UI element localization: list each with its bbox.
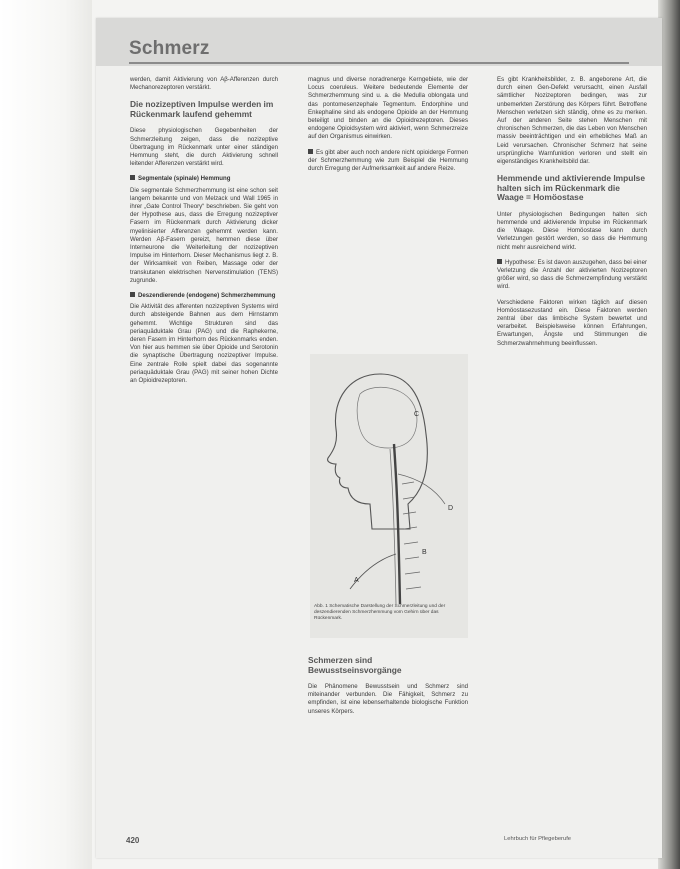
bullet-square-icon [130, 175, 135, 180]
figure-caption: Abb. 1 Schematische Darstellung der Schmerzleitung und der deszendierenden Schmerzhemmung vom Gehirn über das Rückenmark. [314, 604, 446, 621]
page-number: 420 [126, 836, 140, 845]
paragraph: Diese physiologischen Gegebenheiten der Schmerzleitung zeigen, dass die nozizeptive Übertragung im Rückenmark unter einer ständigen Hemmung steht, die durch Aktivierung schnell leitender Afferenzen verstärkt wird. [130, 127, 278, 168]
paragraph-text: Hypothese: Es ist davon auszugehen, dass bei einer Verletzung die Anzahl der aktivierten Nozizeptoren größer wird, so dass die Schmerzempfindung verstärkt wird. [497, 258, 647, 291]
section-heading: Die nozizeptiven Impulse werden im Rückenmark laufend gehemmt [130, 99, 274, 119]
paragraph-bullet [497, 259, 647, 292]
descending-pathway [398, 474, 445, 504]
scan-margin-left [0, 0, 92, 869]
bullet-square-icon [497, 259, 502, 264]
paragraph: magnus und diverse noradrenerge Kerngebiete, wie der Locus coeruleus. Weitere bedeutende Elemente der Schmerzhemmung sind u. a. die Medulla oblongata und das pontomesenzephale Tegmentum. Endorphine und Enkephaline sind als endogene Opioide an der Hemmung beteiligt und binden an die Opioidrezeptoren. Dieses endogene Opioidsystem wird aktiviert, wenn Schmerzreize auf den Organismus einwirken. [308, 76, 468, 141]
column-left [130, 76, 278, 392]
bullet-square-icon [130, 292, 135, 297]
column-middle-lower [308, 648, 468, 716]
figure-label-c: C [414, 411, 420, 418]
paragraph-bullet [308, 149, 468, 174]
subheading-text: Segmentale (spinale) Hemmung [138, 175, 231, 183]
subheading [130, 292, 278, 300]
subheading [130, 175, 278, 183]
figure-label-d: D [448, 505, 454, 512]
page-header-title: Schmerz [129, 38, 210, 59]
brain-outline [357, 387, 420, 448]
figure-label-a: A [354, 577, 359, 584]
paragraph: Die Phänomene Bewusstsein und Schmerz sind miteinander verbunden. Die Fähigkeit, Schmerz zu empfinden, ist eine lebenserhaltende biologische Funktion unseres Körpers. [308, 683, 468, 715]
header-rule [129, 62, 629, 64]
paragraph: werden, damit Aktivierung von Aβ-Afferenzen durch Mechanorezeptoren verstärkt. [130, 76, 278, 92]
column-right [497, 76, 647, 355]
anatomy-figure [310, 354, 468, 638]
paragraph: Die segmentale Schmerzhemmung ist eine schon seit langem bekannte und von Melzack und Wall 1965 in ihrer „Gate Control Theory“ beschrieben. Sie geht von der Hypothese aus, dass die Erregung nozizeptiver Fasern im Rückenmark durch Aktivierung dicker myelinisierter Afferenzen gehemmt werden kann. Werden Aβ-Fasern gereizt, hemmen diese über Interneurone die Weiterleitung der nozizeptiven Impulse im Hinterhorn. Dieser Mechanismus liegt z. B. der Wirksamkeit von Reiben, Massage oder der transkutanen elektrischen Nervenstimulation (TENS) zugrunde. [130, 186, 278, 284]
subheading-text: Deszendierende (endogene) Schmerzhemmung [138, 292, 276, 300]
paragraph: Die Aktivität des afferenten nozizeptiven Systems wird durch absteigende Bahnen aus dem Hirnstamm gehemmt. Wichtige Strukturen sind das periaquäduktale Grau (PAG) und die Raphekerne, deren Fasern im Hinterhorn des Rückenmarks enden. Von hier aus hemmen sie über Opioide und Serotonin die synaptische Übertragung nozizeptiver Impulse. Eine zentrale Rolle spielt dabei das sogenannte periaquäduktale Grau (PAG) mit seiner hohen Dichte an Opioidrezeptoren. [130, 303, 278, 385]
bullet-square-icon [308, 149, 313, 154]
paragraph: Es gibt Krankheitsbilder, z. B. angeborene Art, die durch einen Gen-Defekt verursacht, einen Ausfall sämtlicher Nozizeptoren bedingen, was zur unbemerkten Zerstörung des Körpers führt. Betroffene Menschen verletzen sich ständig, ohne es zu merken. Auf der anderen Seite stehen Menschen mit chronischen Schmerzen, die das Leben von Menschen massiv beeinträchtigen und ein erhebliches Maß an Leid verursachen. Chronischer Schmerz hat seine ursprüngliche Warnfunktion verloren und stellt ein eigenständiges Krankheitsbild dar. [497, 76, 647, 166]
section-heading: Hemmende und aktivierende Impulse halten sich im Rückenmark die Waage = Homöostase [497, 173, 646, 203]
head-outline [328, 374, 428, 529]
paragraph: Verschiedene Faktoren wirken täglich auf diesen Homöostasezustand ein. Diese Faktoren werden zentral über das limbische System bewertet und verarbeitet. Beispielsweise können Erfahrungen, Erwartungen, Ängste und Stimmungen die Schmerzwahrnehmung beeinflussen. [497, 298, 647, 347]
paragraph-text: Es gibt aber auch noch andere nicht opioiderge Formen der Schmerzhemmung wie zum Beispiel die Hemmung durch Erregung der Aufmerksamkeit auf andere Reize. [308, 148, 468, 173]
document-page [96, 18, 662, 858]
vertebrae [402, 482, 421, 589]
head-spine-illustration [310, 354, 468, 604]
section-heading: Schmerzen sind Bewusstseinsvorgänge [308, 655, 402, 675]
column-middle [308, 76, 468, 180]
spinal-cord [394, 444, 400, 604]
paragraph: Unter physiologischen Bedingungen halten sich hemmende und aktivierende Impulse im Rückenmark die Waage. Diese Homöostase kann durch Verletzungen gestört werden, so dass die Hemmung nicht mehr ausreichend wirkt. [497, 210, 647, 251]
figure-label-b: B [422, 549, 427, 556]
footer-book-title: Lehrbuch für Pflegeberufe [504, 836, 572, 842]
